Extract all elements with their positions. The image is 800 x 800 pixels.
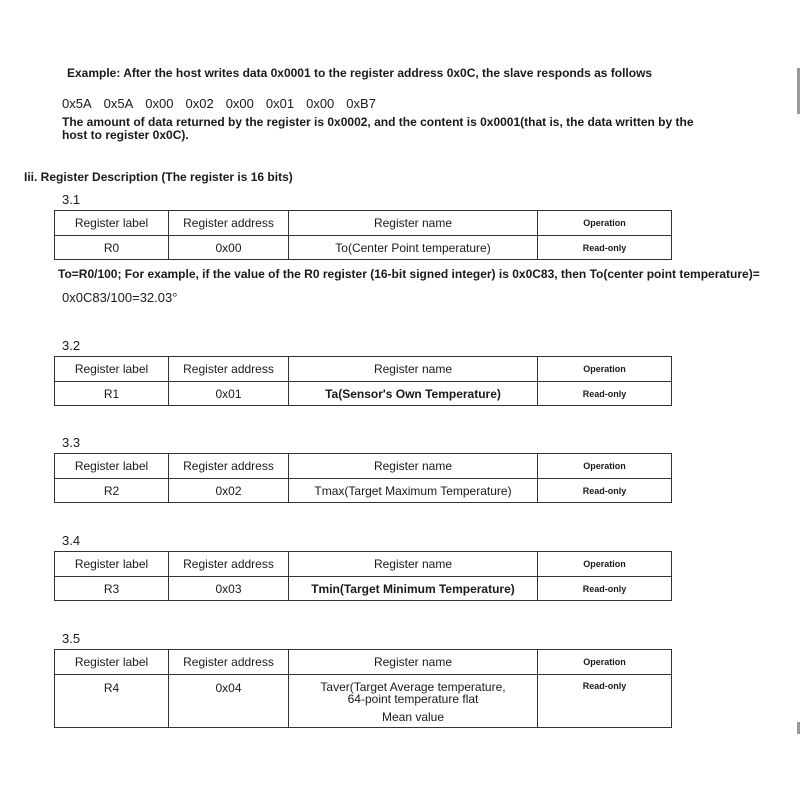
subsection-number: 3.1 <box>62 192 81 207</box>
header-register-name: Register name <box>289 552 538 577</box>
hex-byte: 0x5A <box>103 96 134 111</box>
subsection-number: 3.2 <box>62 338 81 353</box>
header-register-label: Register label <box>55 211 169 236</box>
example-title: Example: After the host writes data 0x0001 to the register address 0x0C, the slave responds as follows <box>67 66 653 80</box>
register-operation: Read-only <box>538 479 672 503</box>
register-address: 0x01 <box>169 382 289 406</box>
hex-byte: 0x00 <box>145 96 174 111</box>
register-label: R2 <box>55 479 169 503</box>
register-label: R3 <box>55 577 169 601</box>
register-table-r2 <box>54 453 672 503</box>
hex-byte: 0xB7 <box>346 96 376 111</box>
register-address: 0x02 <box>169 479 289 503</box>
subsection-number: 3.5 <box>62 631 81 646</box>
register-name: Tmax(Target Maximum Temperature) <box>289 479 538 503</box>
header-register-label: Register label <box>55 650 169 675</box>
header-register-name: Register name <box>289 454 538 479</box>
header-register-label: Register label <box>55 357 169 382</box>
hex-byte: 0x02 <box>185 96 214 111</box>
register-name-line: 64-point temperature flat <box>347 692 479 706</box>
hex-response-row <box>62 96 388 111</box>
header-operation: Operation <box>538 357 672 382</box>
register-operation: Read-only <box>538 382 672 406</box>
header-register-name: Register name <box>289 357 538 382</box>
hex-byte: 0x00 <box>225 96 254 111</box>
register-operation: Read-only <box>538 577 672 601</box>
register-address: 0x04 <box>169 675 289 728</box>
header-register-address: Register address <box>169 454 289 479</box>
header-operation: Operation <box>538 552 672 577</box>
register-label: R4 <box>55 675 169 728</box>
register-table-r0 <box>54 210 672 260</box>
section-title: Iii. Register Description (The register is 16 bits) <box>24 170 293 184</box>
register-operation: Read-only <box>538 675 672 728</box>
register-table-r4 <box>54 649 672 728</box>
register-table-r1 <box>54 356 672 406</box>
formula-line-2: 0x0C83/100=32.03° <box>62 290 178 305</box>
register-table-r3 <box>54 551 672 601</box>
subsection-number: 3.3 <box>62 435 81 450</box>
register-name-line: Mean value <box>381 710 445 724</box>
header-register-label: Register label <box>55 552 169 577</box>
header-register-address: Register address <box>169 211 289 236</box>
header-operation: Operation <box>538 650 672 675</box>
header-register-name: Register name <box>289 650 538 675</box>
register-name-line: Taver(Target Average temperature, <box>320 680 506 694</box>
hex-byte: 0x00 <box>306 96 335 111</box>
hex-byte: 0x01 <box>265 96 295 111</box>
header-operation: Operation <box>538 211 672 236</box>
header-register-address: Register address <box>169 357 289 382</box>
hex-byte: 0x5A <box>62 96 92 111</box>
register-name <box>289 675 538 728</box>
header-register-name: Register name <box>289 211 538 236</box>
register-name: To(Center Point temperature) <box>289 236 538 260</box>
register-operation: Read-only <box>538 236 672 260</box>
register-label: R0 <box>55 236 169 260</box>
register-name: Ta(Sensor's Own Temperature) <box>289 382 538 406</box>
header-register-label: Register label <box>55 454 169 479</box>
register-address: 0x03 <box>169 577 289 601</box>
register-label: R1 <box>55 382 169 406</box>
header-register-address: Register address <box>169 552 289 577</box>
returned-data-description: The amount of data returned by the register is 0x0002, and the content is 0x0001(that is, the data written by the host to register 0x0C). <box>62 115 694 142</box>
formula-line-1: To=R0/100; For example, if the value of the R0 register (16-bit signed integer) is 0x0C83, then To(center point temperature)= <box>58 267 760 281</box>
header-operation: Operation <box>538 454 672 479</box>
register-name: Tmin(Target Minimum Temperature) <box>289 577 538 601</box>
register-address: 0x00 <box>169 236 289 260</box>
header-register-address: Register address <box>169 650 289 675</box>
subsection-number: 3.4 <box>62 533 81 548</box>
